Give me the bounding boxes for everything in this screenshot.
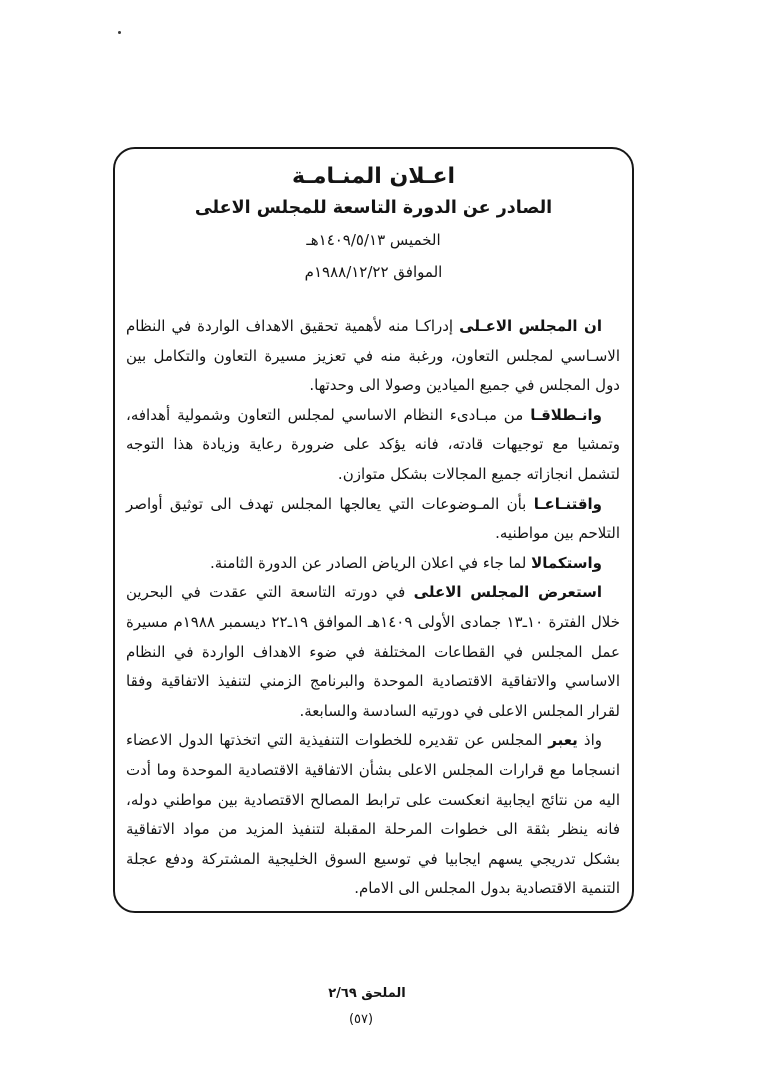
document-body xyxy=(126,312,620,904)
paragraph-text: إدراكـا منه لأهمية تحقيق الاهداف الواردة في النظام الاسـاسي لمجلس التعاون، ورغبة منه في تعزيز مسيرة التعاون والتكامل بين دول المجلس في جميع الميادين وصولا الى وحدتها. xyxy=(126,317,620,395)
document-title: اعـلان المنـامـة xyxy=(291,164,456,189)
paragraph-text: من مبـادىء النظام الاساسي لمجلس التعاون وشمولية أهدافه، وتمشيا مع توجيهات قادته، فانه يؤكد على ضرورة رعاية وزيادة هذا التوجه لتشمل انجازاته جميع المجالات بشكل متوازن. xyxy=(126,405,620,483)
paragraph-lead-text: يعبر xyxy=(548,731,578,750)
paragraph-text: بأن المـوضوعات التي يعالجها المجلس تهدف الى توثيق أواصر التلاحم بين مواطنيه. xyxy=(126,494,620,543)
paragraph xyxy=(126,401,620,490)
paragraph xyxy=(126,312,620,401)
document-frame xyxy=(113,147,634,913)
paragraph-text: لما جاء في اعلان الرياض الصادر عن الدورة الثامنة. xyxy=(210,553,532,572)
paragraph-text: في دورته التاسعة التي عقدت في البحرين خلال الفترة ١٠ـ١٣ جمادى الأولى ١٤٠٩هـ الموافق ١٩ـ٢٢ ديسمبر ١٩٨٨م مسيرة عمل المجلس في القطاعات المختلفة في ضوء الاهداف الواردة في النظام الاساسي والاتفاقية الاقتصادية الموحدة والبرنامج الزمني لتنفيذ الاتفاقية وفقا لقرار المجلس الاعلى في دورتيه السادسة والسابعة. xyxy=(126,583,620,720)
paragraph-text: المجلس عن تقديره للخطوات التنفيذية التي اتخذتها الدول الاعضاء انسجاما مع قرارات المجلس الاعلى بشأن الاتفاقية الاقتصادية الموحدة وما أدت اليه من نتائج ايجابية انعكست على ترابط المصالح الاقتصادية بين مواطني دوله، فانه ينظر بثقة الى خطوات المرحلة المقبلة لتنفيذ المزيد من مواد الاتفاقية بشكل تدريجي يسهم ايجابيا في توسيع السوق الخليجية المشتركة ودفع عجلة التنمية الاقتصادية بدول المجلس الى الامام. xyxy=(126,731,620,898)
ink-speck xyxy=(118,31,121,34)
footer-appendix: الملحق ٢/٦٩ xyxy=(328,986,406,1001)
paragraph-lead-text: واقتنـاعـا xyxy=(533,494,602,513)
paragraph-lead-text: ان المجلس الاعـلى xyxy=(459,317,602,335)
gregorian-date: الموافق ١٩٨٨/١٢/٢٢م xyxy=(304,263,443,281)
paragraph-lead-text: وانـطلاقـا xyxy=(530,405,602,424)
document-header xyxy=(115,161,632,288)
paragraph-text: واذ xyxy=(577,731,602,750)
paragraph-lead-text: استعرض المجلس الاعلى xyxy=(413,583,603,602)
paragraph xyxy=(126,549,620,579)
paragraph xyxy=(126,726,620,904)
document-subtitle: الصادر عن الدورة التاسعة للمجلس الاعلى xyxy=(194,198,553,218)
hijri-date: الخميس ١٤٠٩/٥/١٣هـ xyxy=(306,231,441,249)
paragraph xyxy=(126,578,620,726)
footer-page-number: (٥٧) xyxy=(348,1012,374,1027)
paragraph xyxy=(126,490,620,549)
paragraph-lead-text: واستكمالا xyxy=(531,553,602,572)
